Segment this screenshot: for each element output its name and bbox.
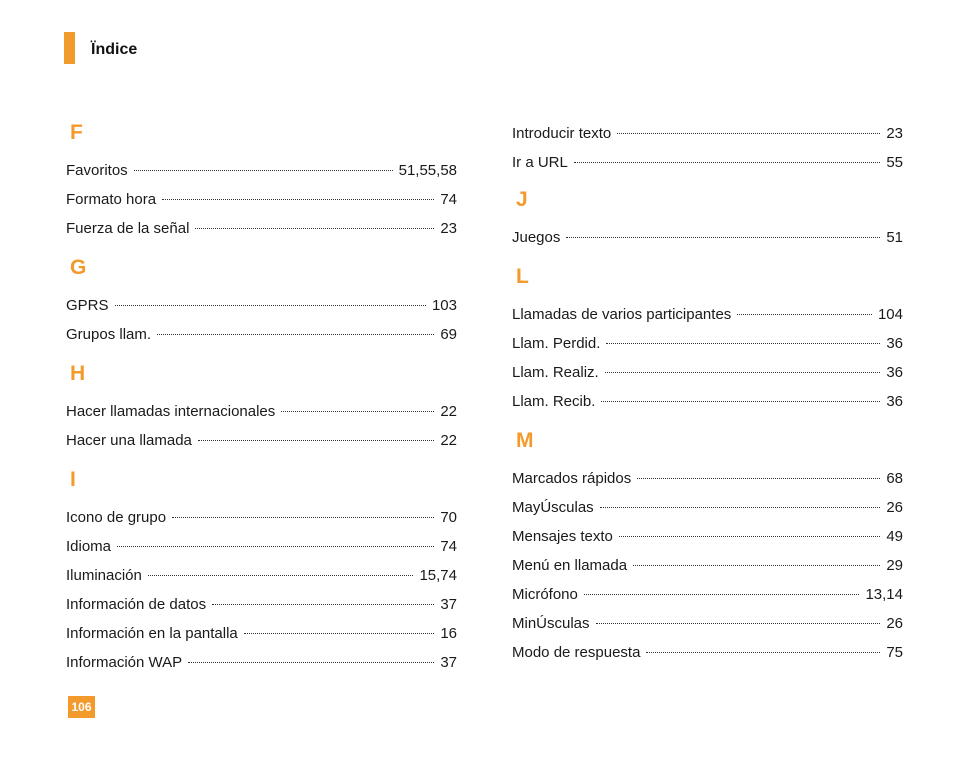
entry-term: Marcados rápidos [512, 470, 632, 487]
index-entry [66, 397, 457, 426]
entry-term: Favoritos [66, 162, 128, 179]
index-column-right [512, 119, 903, 678]
dot-leader [244, 633, 435, 634]
index-entry [66, 320, 457, 349]
entry-term: Información de datos [66, 596, 207, 613]
dot-leader [584, 594, 860, 595]
index-entry [512, 638, 903, 667]
index-entry [66, 156, 457, 185]
entry-pages: 70 [440, 509, 457, 526]
page-number-badge: 106 [68, 696, 95, 718]
index-entry [512, 551, 903, 580]
section-letter: I [70, 468, 76, 491]
section-letter: F [70, 121, 83, 144]
entry-pages: 36 [886, 393, 903, 410]
entry-pages: 104 [877, 306, 903, 323]
entry-term: Llam. Perdid. [512, 335, 601, 352]
entry-term: Micrófono [512, 586, 578, 603]
entry-term: Información en la pantalla [66, 625, 238, 642]
entry-term: Ir a URL [512, 154, 568, 171]
entry-pages: 23 [886, 125, 903, 142]
entry-term: MayÚsculas [512, 499, 594, 516]
entry-term: Grupos llam. [66, 326, 152, 343]
dot-leader [601, 401, 880, 402]
index-column-left [66, 119, 457, 688]
index-section [66, 466, 457, 677]
entry-pages: 103 [431, 297, 457, 314]
entry-term: Menú en llamada [512, 557, 628, 574]
index-entry [512, 300, 903, 329]
entry-pages: 69 [440, 326, 457, 343]
index-entry [66, 291, 457, 320]
dot-leader [637, 478, 880, 479]
entry-pages: 49 [886, 528, 903, 545]
index-entry [66, 214, 457, 243]
section-letter: J [516, 188, 528, 211]
dot-leader [600, 507, 881, 508]
entry-term: Icono de grupo [66, 509, 167, 526]
entry-pages: 75 [886, 644, 903, 661]
index-entry [512, 329, 903, 358]
dot-leader [157, 334, 434, 335]
entry-term: GPRS [66, 297, 109, 314]
index-entry [66, 426, 457, 455]
dot-leader [606, 343, 880, 344]
dot-leader [596, 623, 881, 624]
index-section [66, 119, 457, 243]
entry-pages: 37 [440, 654, 457, 671]
entry-pages: 15,74 [419, 567, 457, 584]
dot-leader [646, 652, 880, 653]
index-entry [66, 561, 457, 590]
dot-leader [198, 440, 434, 441]
entry-pages: 74 [440, 191, 457, 208]
entry-term: Fuerza de la señal [66, 220, 190, 237]
index-entry [512, 223, 903, 252]
entry-term: MinÚsculas [512, 615, 590, 632]
entry-pages: 26 [886, 615, 903, 632]
entry-term: Iluminación [66, 567, 142, 584]
index-section [66, 254, 457, 349]
index-section [66, 360, 457, 455]
index-entry [66, 503, 457, 532]
dot-leader [117, 546, 434, 547]
index-entry [66, 619, 457, 648]
entry-pages: 22 [440, 403, 457, 420]
entry-pages: 55 [886, 154, 903, 171]
index-section [512, 186, 903, 252]
index-section [512, 263, 903, 416]
entry-term: Llamadas de varios participantes [512, 306, 732, 323]
entry-term: Introducir texto [512, 125, 612, 142]
entry-pages: 74 [440, 538, 457, 555]
index-entry [512, 387, 903, 416]
entry-pages: 36 [886, 364, 903, 381]
dot-leader [115, 305, 426, 306]
entry-term: Hacer llamadas internacionales [66, 403, 276, 420]
continued-entries [512, 119, 903, 177]
section-letter: M [516, 429, 534, 452]
dot-leader [633, 565, 880, 566]
section-letter: H [70, 362, 86, 385]
entry-term: Información WAP [66, 654, 183, 671]
dot-leader [617, 133, 880, 134]
dot-leader [737, 314, 872, 315]
index-entry [66, 590, 457, 619]
index-entry [512, 609, 903, 638]
dot-leader [134, 170, 393, 171]
dot-leader [281, 411, 434, 412]
entry-pages: 16 [440, 625, 457, 642]
dot-leader [148, 575, 414, 576]
index-entry [512, 493, 903, 522]
index-entry [512, 464, 903, 493]
dot-leader [162, 199, 434, 200]
entry-term: Idioma [66, 538, 112, 555]
entry-pages: 29 [886, 557, 903, 574]
index-entry [66, 532, 457, 561]
dot-leader [172, 517, 434, 518]
dot-leader [188, 662, 434, 663]
index-entry [512, 358, 903, 387]
index-entry [66, 185, 457, 214]
index-section [512, 427, 903, 667]
entry-pages: 37 [440, 596, 457, 613]
page-title: Ïndice [91, 41, 138, 58]
entry-pages: 36 [886, 335, 903, 352]
dot-leader [195, 228, 434, 229]
entry-pages: 68 [886, 470, 903, 487]
index-entry [512, 119, 903, 148]
entry-term: Formato hora [66, 191, 157, 208]
entry-term: Hacer una llamada [66, 432, 192, 449]
entry-pages: 51 [886, 229, 903, 246]
entry-term: Llam. Realiz. [512, 364, 599, 381]
entry-term: Mensajes texto [512, 528, 613, 545]
entry-pages: 23 [440, 220, 457, 237]
index-entry [66, 648, 457, 677]
dot-leader [566, 237, 880, 238]
dot-leader [212, 604, 434, 605]
section-letter: L [516, 265, 529, 288]
index-entry [512, 148, 903, 177]
entry-pages: 51,55,58 [398, 162, 457, 179]
dot-leader [619, 536, 880, 537]
entry-term: Llam. Recib. [512, 393, 596, 410]
dot-leader [574, 162, 880, 163]
index-entry [512, 580, 903, 609]
section-letter: G [70, 256, 87, 279]
entry-pages: 26 [886, 499, 903, 516]
dot-leader [605, 372, 881, 373]
entry-pages: 22 [440, 432, 457, 449]
entry-term: Modo de respuesta [512, 644, 641, 661]
index-entry [512, 522, 903, 551]
entry-pages: 13,14 [865, 586, 903, 603]
entry-term: Juegos [512, 229, 561, 246]
header-accent-bar [64, 32, 75, 64]
